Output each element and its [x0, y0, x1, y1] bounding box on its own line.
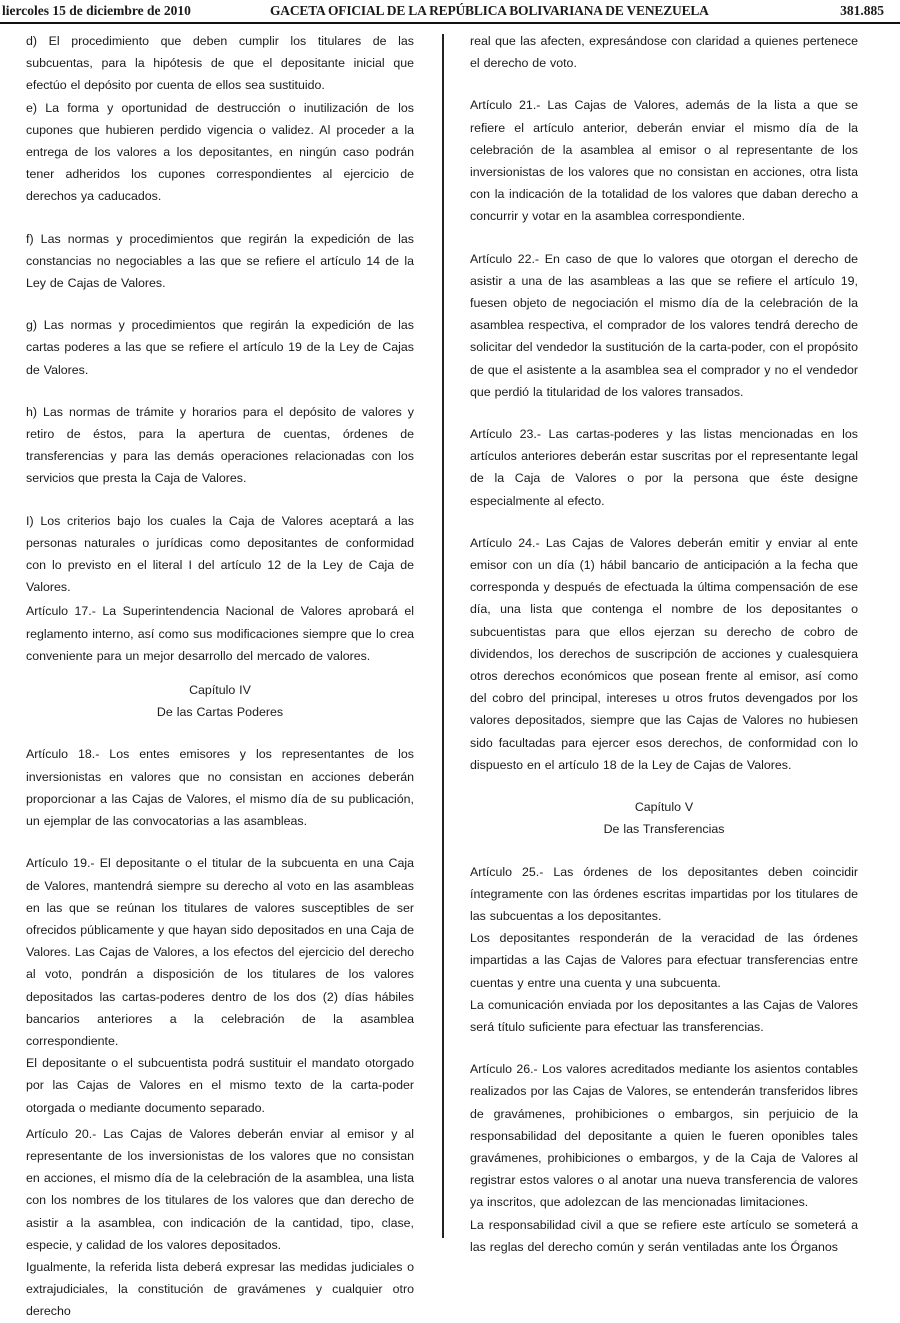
article-21: Artículo 21.- Las Cajas de Valores, además de la lista a que se refiere el artículo anterior, deberán enviar el mismo día de la celebración de la asamblea al emisor o al representante de los inversionistas de los valores que no consistan en acciones, otra lista con la indicación de la totalidad de los valores que daban derecho a concurrir y votar en la asamblea correspondiente.: [470, 98, 858, 224]
paragraph-item-g: g) Las normas y procedimientos que regirán la expedición de las cartas poderes a las que se refiere el artículo 19 de la Ley de Cajas de Valores.: [26, 318, 414, 377]
right-column: [470, 30, 858, 1258]
article-18: Artículo 18.- Los entes emisores y los representantes de los inversionistas en valores que no consistan en acciones deberán proporcionar a las Cajas de Valores, el mismo día de su publicación, un ejemplar de las convocatorias a las asambleas.: [26, 747, 414, 829]
article-23: Artículo 23.- Las cartas-poderes y las listas mencionadas en los artículos anteriores deberán estar suscritas por el representante legal de la Caja de Valores o por la persona que éste designe especialmente al efecto.: [470, 427, 858, 508]
article-19-paragraph-2: El depositante o el subcuentista podrá sustituir el mandato otorgado por las Cajas de Valores en el mismo texto de la carta-poder otorgada o mediante documento separado.: [26, 1056, 414, 1115]
chapter-4-subtitle: De las Cartas Poderes: [156, 705, 284, 720]
article-20-paragraph-2: Igualmente, la referida lista deberá expresar las medidas judiciales o extrajudiciales, la constitución de gravámenes y cualquier otro derecho: [26, 1259, 414, 1319]
header-date: liercoles 15 de diciembre de 2010: [2, 3, 191, 18]
article-26-paragraph-2: La responsabilidad civil a que se refiere este artículo se someterá a las reglas del derecho común y serán ventiladas ante los Órganos: [470, 1217, 858, 1254]
article-20-continuation: real que las afecten, expresándose con claridad a quienes pertenece el derecho de voto.: [470, 34, 858, 71]
article-19-paragraph-1: Artículo 19.- El depositante o el titular de la subcuenta en una Caja de Valores, mantendrá siempre su derecho al voto en las asambleas en las que se reúnan los titulares de valores susceptibles de ser ofrecidos públicamente y que hayan sido depositados en una Caja de Valores. Las Cajas de Valores, a los efectos del ejercicio del derecho al voto, pondrán a disposición de los titulares de los valores depositados las cartas-poderes dentro de los dos (2) días hábiles bancarios anteriores a la celebración de la asamblea correspondiente.: [26, 856, 414, 1048]
article-24: Artículo 24.- Las Cajas de Valores deberán emitir y enviar al ente emisor con un día (1) hábil bancario de anticipación a la fecha que corresponda y después de efectuada la última compensación de ese día, una lista que contenga el nombre de los depositantes o subcuentistas para que ellos ejerzan su derecho de cobro de dividendos, los derechos de suscripción de acciones y cualesquiera otros derechos económicos que posean frente al emisor, así como del cobro del principal, intereses u otros frutos devengados por los valores depositados, siempre que las Cajas de Valores no hubiesen sido facultadas para ejercer esos derechos, de conformidad con lo dispuesto en el artículo 18 de la Ley de Cajas de Valores.: [470, 535, 858, 772]
article-25-paragraph-1: Artículo 25.- Las órdenes de los depositantes deben coincidir íntegramente con las órdenes escritas impartidas por los titulares de las subcuentas a los depositantes.: [470, 864, 858, 923]
article-25-paragraph-2: Los depositantes responderán de la veracidad de las órdenes impartidas a las Cajas de Valores para efectuar transferencias entre cuentas y entre una cuenta y una subcuenta.: [470, 931, 858, 990]
article-22: Artículo 22.- En caso de que lo valores que otorgan el derecho de asistir a una de las asambleas a las que se refiere el artículo 19, fuesen objeto de negociación el mismo día de la celebración de la asamblea respectiva, el comprador de los valores tendrá derecho de solicitar del vendedor la sustitución de la carta-poder, con el propósito de que el asistente a la asamblea sea el comprador y no el vendedor que perdió la titularidad de los valores transados.: [470, 251, 858, 399]
left-column: [26, 30, 414, 1323]
chapter-5-title: Capítulo V: [634, 800, 694, 815]
page-header: [0, 0, 900, 24]
header-page-number: 381.885: [840, 3, 884, 18]
paragraph-item-d: d) El procedimiento que deben cumplir los titulares de las subcuentas, para la hipótesis de que el depositante inicial que efectúo el depósito por cuenta de ellos sea sustituido.: [26, 34, 414, 93]
article-25-paragraph-3: La comunicación enviada por los depositantes a las Cajas de Valores será título suficiente para efectuar las transferencias.: [470, 997, 858, 1034]
paragraph-item-e: e) La forma y oportunidad de destrucción o inutilización de los cupones que hubieren perdido vigencia o validez. Al proceder a la entrega de los valores a los depositantes, en ningún caso podrán tener adheridos los cupones correspondientes al ejercicio de derechos ya caducados.: [26, 100, 414, 204]
paragraph-item-f: f) Las normas y procedimientos que regirán la expedición de las constancias no negociables a las que se refiere el artículo 14 de la Ley de Cajas de Valores.: [26, 231, 414, 291]
article-26-paragraph-1: Artículo 26.- Los valores acreditados mediante los asientos contables realizados por las Cajas de Valores, se entenderán transferidos libres de gravámenes, prohibiciones o embargos, sin perjuicio de la responsabilidad del depositante a quien le fueren oponibles tales gravámenes, prohibiciones o embargos, y de la Caja de Valores al registrar estos valores o al anotar una nueva transferencia de valores ya inscritos, que adolezcan de las mencionadas limitaciones.: [470, 1062, 858, 1210]
article-17: Artículo 17.- La Superintendencia Nacional de Valores aprobará el reglamento interno, así como sus modificaciones siempre que lo crea conveniente para un mejor desarrollo del mercado de valores.: [26, 604, 414, 663]
paragraph-item-i: I) Los criterios bajo los cuales la Caja de Valores aceptará a las personas naturales o jurídicas como depositantes de conformidad con lo previsto en el literal I del artículo 12 de la Ley de Caja de Valores.: [26, 513, 414, 595]
chapter-5-subtitle: De las Transferencias: [603, 822, 725, 837]
header-title: GACETA OFICIAL DE LA REPÚBLICA BOLIVARIANA DE VENEZUELA: [270, 3, 709, 18]
article-20-paragraph-1: Artículo 20.- Las Cajas de Valores deberán enviar al emisor y al representante de los inversionistas de los valores que no consistan en acciones, el mismo día de la celebración de la asamblea, una lista con los nombres de los titulares de los valores que dan derecho de asistir a la asamblea, con indicación de la cantidad, tipo, clase, especie, y calidad de los valores depositados.: [26, 1126, 414, 1252]
chapter-4-title: Capítulo IV: [189, 683, 251, 698]
paragraph-item-h: h) Las normas de trámite y horarios para el depósito de valores y retiro de éstos, para la apertura de cuentas, órdenes de transferencias y para las demás operaciones relacionadas con los servicios que presta la Caja de Valores.: [26, 404, 414, 486]
column-divider: [442, 34, 444, 1238]
